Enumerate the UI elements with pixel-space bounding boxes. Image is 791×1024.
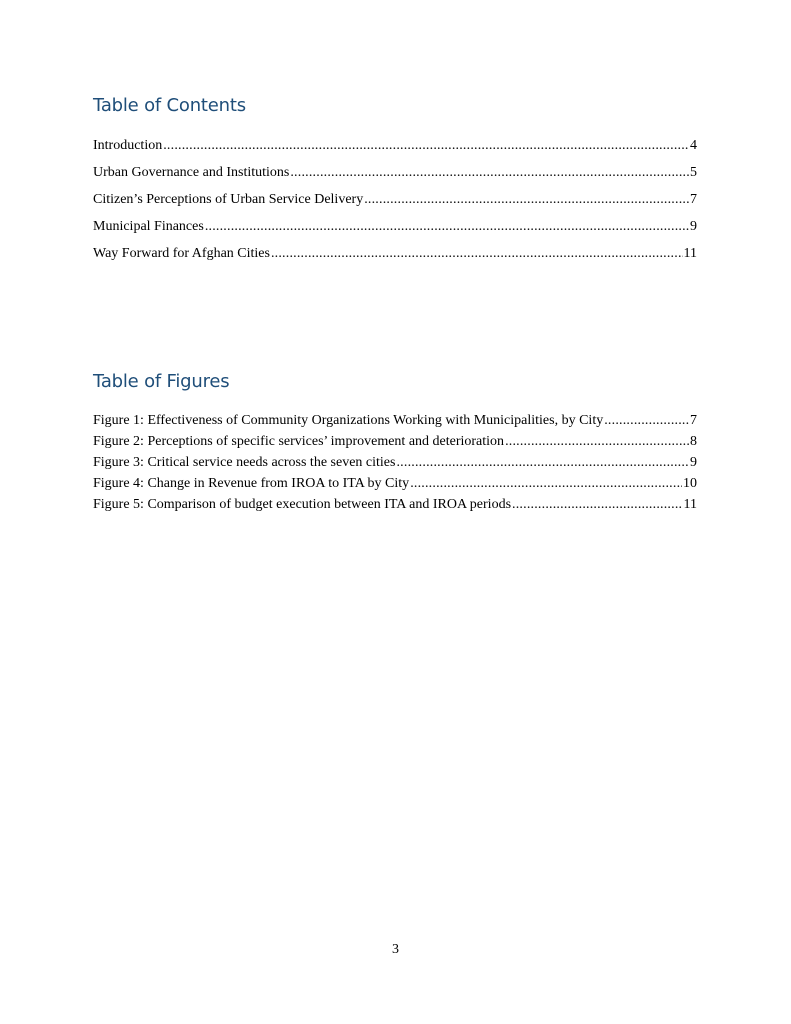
figure-entry-title: Figure 1: Effectiveness of Community Organizations Working with Municipalities, by City — [93, 413, 604, 428]
dot-leader — [205, 213, 689, 240]
page-number: 3 — [392, 942, 399, 957]
toc-entry-page: 7 — [690, 192, 697, 207]
figure-entry-title: Figure 3: Critical service needs across the seven cities — [93, 455, 396, 470]
toc-entry-title: Introduction — [93, 138, 163, 153]
figure-entry-4[interactable] — [93, 473, 697, 494]
figure-entry-title: Figure 4: Change in Revenue from IROA to ITA by City — [93, 476, 410, 491]
toc-entry-way-forward[interactable] — [93, 240, 697, 267]
dot-leader — [271, 240, 683, 267]
dot-leader — [364, 186, 689, 213]
figure-entry-title: Figure 5: Comparison of budget execution between ITA and IROA periods — [93, 497, 512, 512]
dot-leader — [604, 410, 689, 431]
table-of-figures-list — [93, 410, 697, 515]
dot-leader — [396, 452, 689, 473]
dot-leader — [290, 159, 689, 186]
table-of-contents-heading: Table of Contents — [93, 95, 246, 116]
figure-entry-5[interactable] — [93, 494, 697, 515]
toc-entry-page: 9 — [690, 219, 697, 234]
toc-entry-title: Urban Governance and Institutions — [93, 165, 290, 180]
figure-entry-page: 10 — [683, 476, 697, 491]
dot-leader — [505, 431, 689, 452]
figure-entry-page: 11 — [683, 497, 697, 512]
figure-entry-1[interactable] — [93, 410, 697, 431]
dot-leader — [163, 132, 689, 159]
dot-leader — [410, 473, 682, 494]
figure-entry-title: Figure 2: Perceptions of specific services’ improvement and deterioration — [93, 434, 505, 449]
figure-entry-page: 8 — [690, 434, 697, 449]
toc-entry-municipal-finances[interactable] — [93, 213, 697, 240]
toc-entry-introduction[interactable] — [93, 132, 697, 159]
toc-entry-title: Citizen’s Perceptions of Urban Service Delivery — [93, 192, 364, 207]
table-of-contents-list — [93, 132, 697, 267]
toc-entry-page: 5 — [690, 165, 697, 180]
toc-entry-title: Municipal Finances — [93, 219, 204, 234]
toc-entry-page: 4 — [690, 138, 697, 153]
toc-entry-title: Way Forward for Afghan Cities — [93, 246, 270, 261]
toc-entry-urban-governance[interactable] — [93, 159, 697, 186]
toc-entry-page: 11 — [683, 246, 697, 261]
figure-entry-page: 7 — [690, 413, 697, 428]
toc-entry-citizens-perceptions[interactable] — [93, 186, 697, 213]
figure-entry-2[interactable] — [93, 431, 697, 452]
table-of-figures-heading: Table of Figures — [93, 371, 230, 392]
figure-entry-page: 9 — [690, 455, 697, 470]
dot-leader — [512, 494, 682, 515]
figure-entry-3[interactable] — [93, 452, 697, 473]
